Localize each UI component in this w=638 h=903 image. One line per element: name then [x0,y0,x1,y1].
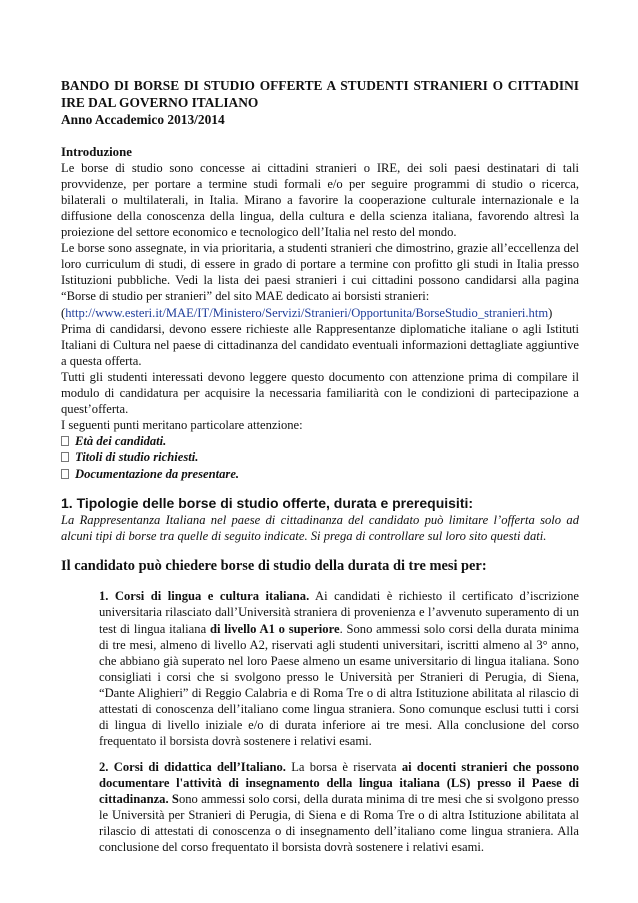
item-2-lead: 2. Corsi di didattica dell’Italiano. [99,759,286,774]
bullet-box-icon [61,469,69,479]
intro-paragraph-4: Tutti gli studenti interessati devono leggere questo documento con attenzione prima di compilare il modulo di candidatura per acquisire la necessaria familiarità con le condizioni di partecipazione a quest’offerta. [61,369,579,417]
link-open-paren: ( [61,305,66,320]
section-1-note: La Rappresentanza Italiana nel paese di cittadinanza del candidato può limitare l’offerta solo ad alcuni tipi di borse tra quelle di seguito indicate. Si prega di controllare sul loro sito questi dati. [61,512,579,543]
item-1-level: di livello A1 o superiore [209,621,340,636]
intro-paragraph-5: I seguenti punti meritano particolare attenzione: [61,418,303,433]
list-item [61,433,579,449]
link-close-paren: ) [548,305,553,320]
bullet-text: Titoli di studio richiesti. [75,450,199,465]
document-title: BANDO DI BORSE DI STUDIO OFFERTE A STUDENTI STRANIERI O CITTADINI IRE DAL GOVERNO ITALIANO [61,78,579,110]
intro-paragraph-3: Prima di candidarsi, devono essere richieste alle Rappresentanze diplomatiche italiane o agli Istituti Italiani di Cultura nel paese di cittadinanza del candidato eventuali informazioni dettagliate aggiuntive a questa offerta. [61,321,579,368]
item-1-paragraph [99,588,579,748]
section-2-heading: Il candidato può chiedere borse di studio della durata di tre mesi per: [61,558,487,575]
section-1-heading: 1. Tipologie delle borse di studio offerte, durata e prerequisiti: [61,494,474,511]
document-page [61,78,579,865]
mae-scholarship-link[interactable]: http://www.esteri.it/MAE/IT/Ministero/Servizi/Stranieri/Opportunita/BorseStudio_stranieri.htm [65,305,549,320]
scholarship-item-1 [99,588,579,748]
item-2-paragraph [99,759,579,855]
item-1-lead: 1. Corsi di lingua e cultura italiana. [99,589,310,604]
item-1-text-b: . Sono ammessi solo corsi della durata minima di tre mesi, almeno di livello A2, riservati agli studenti universitari, iscritti almeno al 3° anno, che abbiano già superato nel loro Paese almeno un esame universitario di lingua italiana. Sono consigliati i corsi che si svolgono presso le Università per Stranieri di Perugia, di Siena, “Dante Alighieri” di Reggio Calabria e di Roma Tre o di altra Istituzione abilitata al rilascio di attestati di conoscenza dell’italiano come lingua straniera. Sono comunque esclusi tutti i corsi di lingua di livello iniziale e/o di durata inferiore ai tre mesi. Alla conclusione del corso frequentato il borsista dovrà sostenere i relativi esami. [99,621,580,748]
attention-points-list [61,433,579,481]
list-item [61,466,579,482]
item-2-text-b: ono ammessi solo corsi, della durata minima di tre mesi che si svolgono presso le Università per Stranieri di Perugia, di Siena e di Roma Tre o di altra Istituzione abilitata al rilascio di attestati di conoscenza o di insegnamento dell’italiano come lingua straniera. Alla conclusione del corso frequentato il borsista dovrà sostenere i relativi esami. [99,791,579,855]
item-2-text-a: La borsa è riservata [285,759,402,774]
academic-year-subtitle: Anno Accademico 2013/2014 [61,111,225,127]
bullet-box-icon [61,436,69,446]
list-item [61,449,579,465]
intro-paragraph-1: Le borse di studio sono concesse ai cittadini stranieri o IRE, dei soli paesi destinatari di tali provvidenze, per portare a termine studi formali e/o per seguire programmi di studio o ricerca, bilaterali o multilaterali, in Italia. Mirano a favorire la cooperazione culturale internazionale e la diffusione della conoscenza della lingua, della cultura e della scienza italiana, favorendo altresì la proiezione del settore economico e tecnologico dell’Italia nel resto del mondo. [61,160,579,240]
scholarship-item-2 [99,759,579,855]
bullet-box-icon [61,452,69,462]
bullet-text: Età dei candidati. [75,434,167,449]
intro-heading: Introduzione [61,144,132,159]
item-1-text-a: Ai candidati è richiesto il certificato d’iscrizione universitaria rilasciato dall’Università straniera di provenienza e l’avvenuto superamento di un test di lingua italiana [99,589,579,636]
bullet-text: Documentazione da presentare. [75,466,240,481]
link-line [61,305,579,321]
item-2-requirement: ai docenti stranieri che possono documentare l'attività di insegnamento della lingua italiana (LS) presso il Paese di cittadinanza. S [99,759,579,806]
intro-paragraph-2: Le borse sono assegnate, in via prioritaria, a studenti stranieri che dimostrino, grazie all’eccellenza del loro curriculum di studi, di essere in grado di portare a termine con profitto gli studi in Italia presso Istituzioni pubbliche. Vedi la lista dei paesi stranieri i cui cittadini possono candidarsi alla pagina “Borse di studio per stranieri” del sito MAE dedicato ai borsisti stranieri: [61,241,579,304]
